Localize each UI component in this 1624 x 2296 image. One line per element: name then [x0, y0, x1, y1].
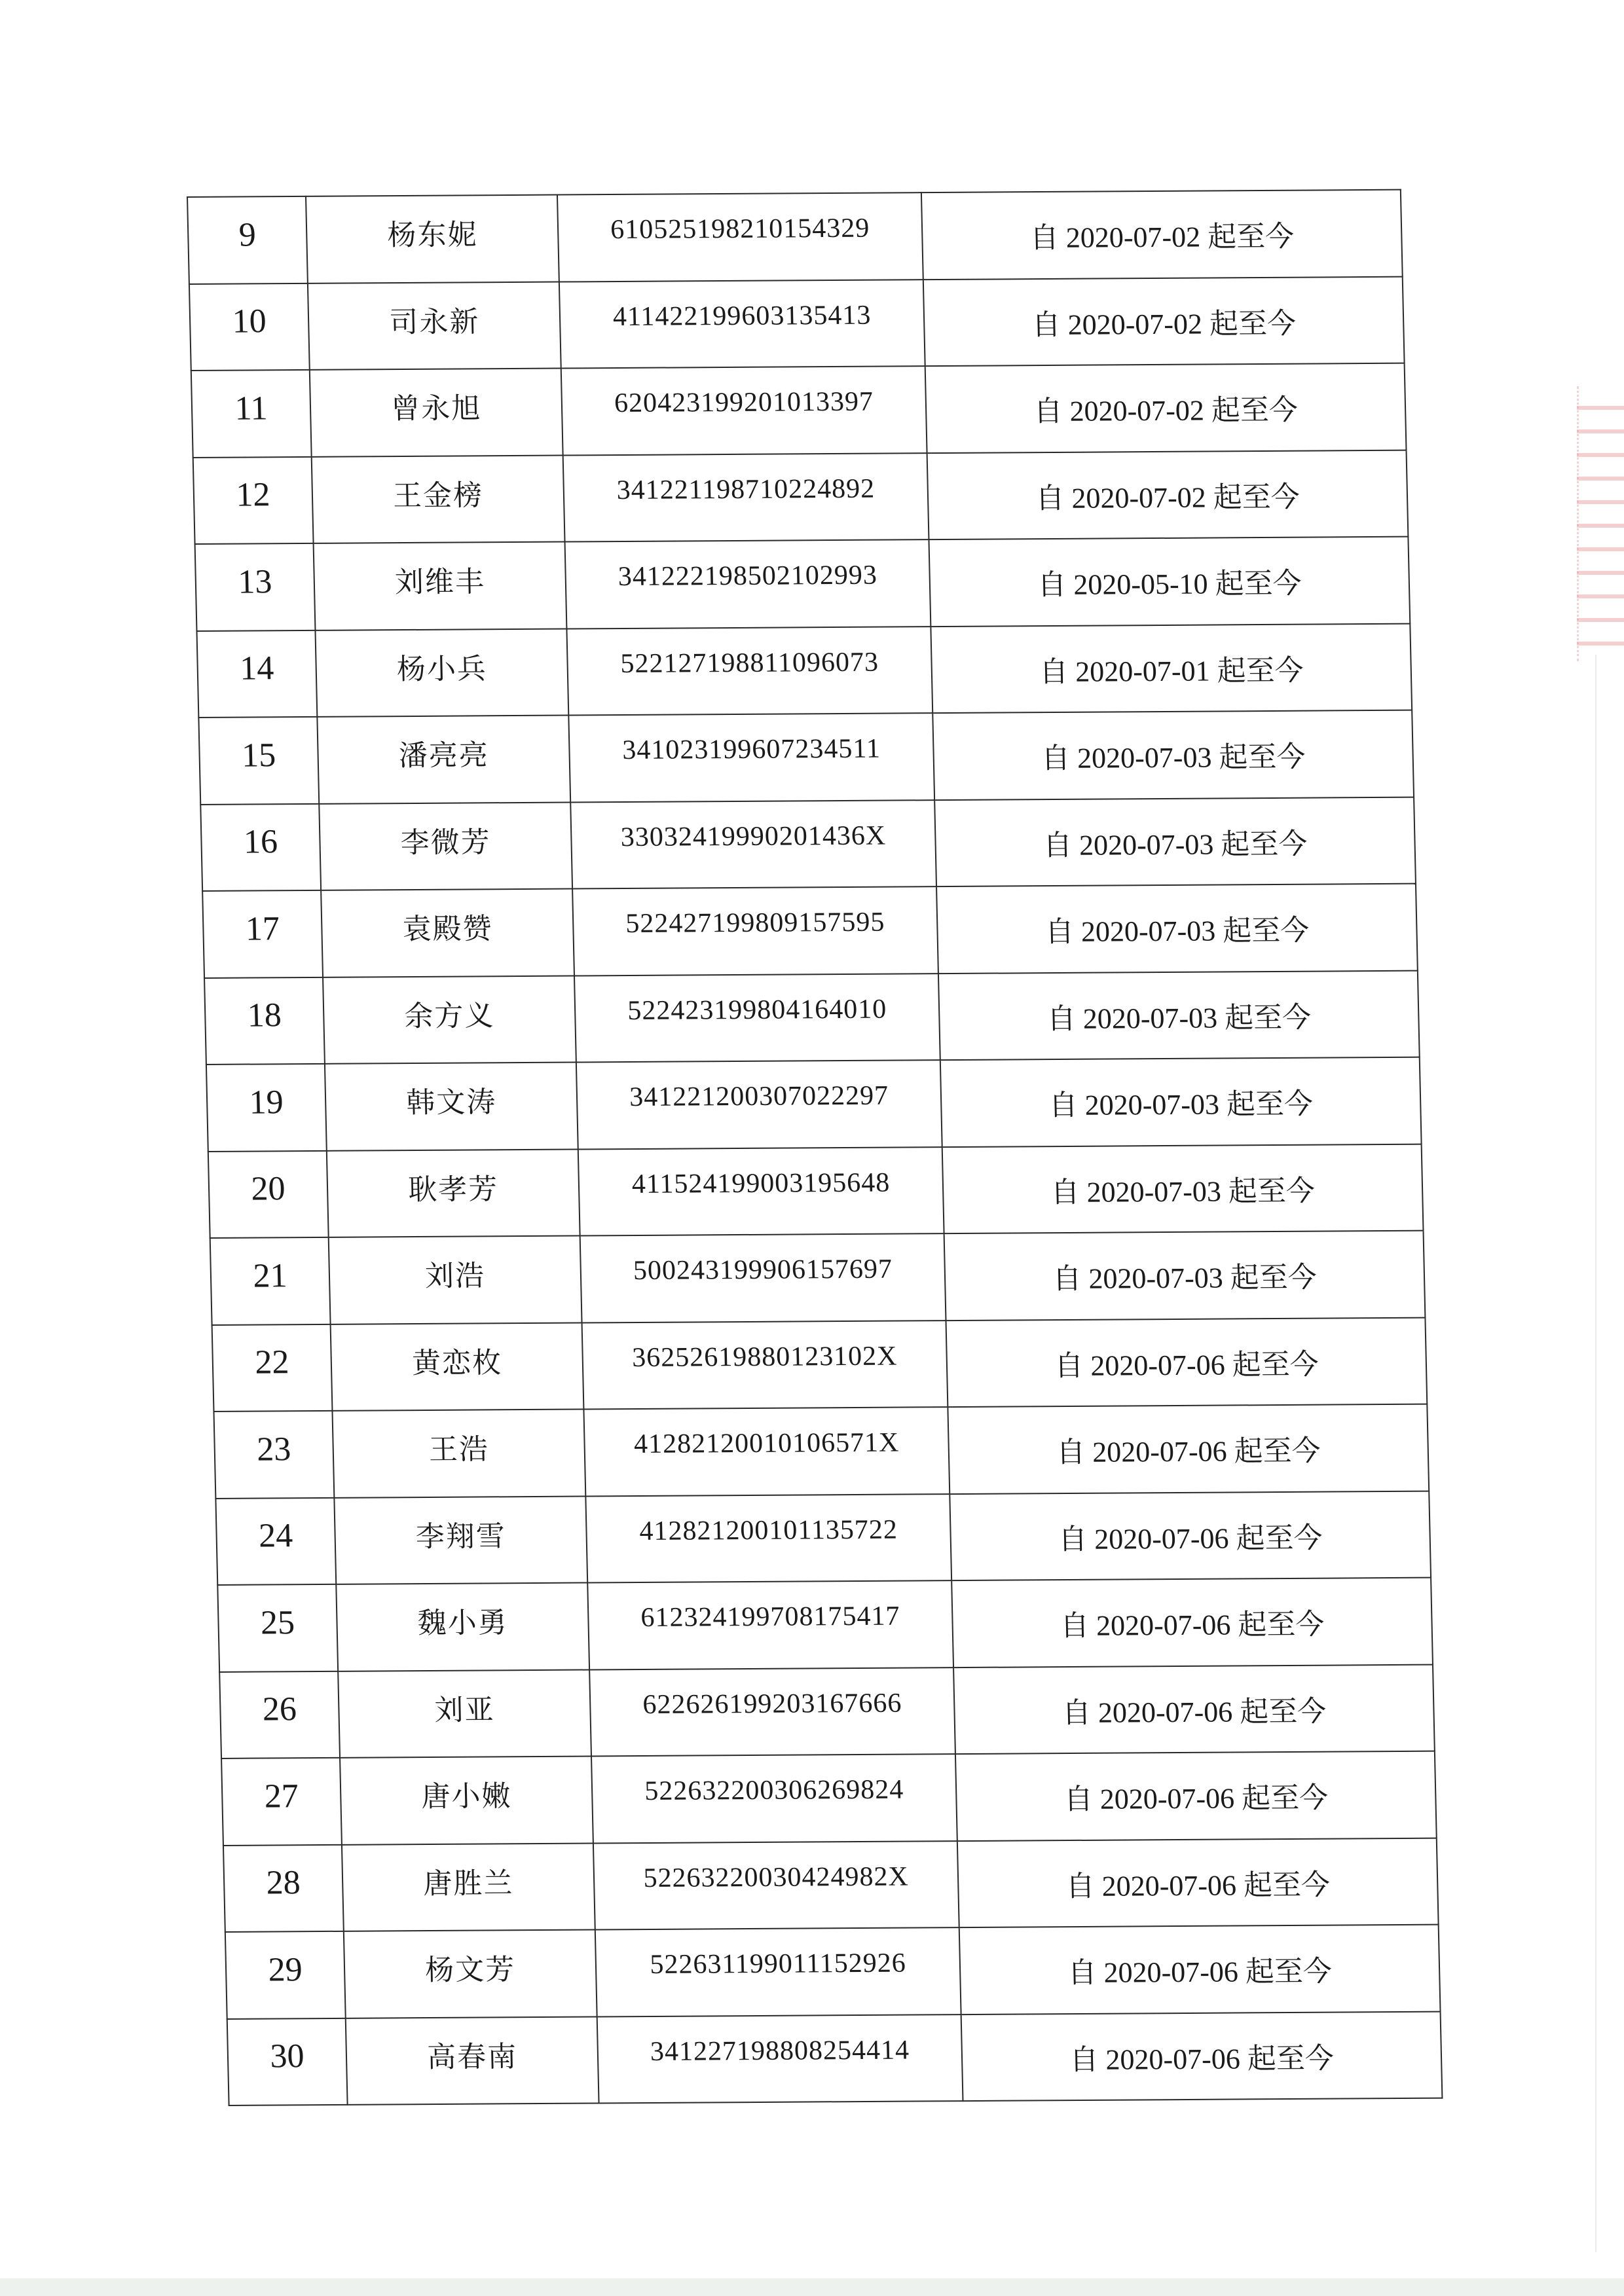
- id-number: 341023199607234511: [621, 733, 881, 766]
- person-name-cell: [315, 629, 568, 717]
- table-row: [196, 623, 1412, 718]
- employment-period: 自 2020-05-10 起至今: [1037, 567, 1302, 602]
- table-row: [193, 450, 1409, 544]
- row-number: 14: [239, 649, 274, 687]
- row-number: 29: [267, 1950, 303, 1989]
- person-name: 韩文涛: [405, 1085, 497, 1120]
- employment-period: 自 2020-07-03 起至今: [1046, 1001, 1312, 1035]
- row-number-cell: [208, 1150, 329, 1238]
- id-number-cell: [576, 1060, 942, 1149]
- row-number: 18: [247, 996, 282, 1034]
- id-number-cell: [557, 192, 923, 282]
- row-number-cell: [191, 370, 312, 458]
- employment-period: 自 2020-07-03 起至今: [1052, 1261, 1318, 1296]
- employment-period-cell: [932, 710, 1414, 800]
- employment-period: 自 2020-07-06 起至今: [1060, 1608, 1325, 1643]
- employment-period: 自 2020-07-02 起至今: [1029, 220, 1295, 255]
- employment-period: 自 2020-07-06 起至今: [1065, 1868, 1331, 1903]
- person-name-cell: [306, 195, 559, 283]
- person-name-cell: [325, 1063, 578, 1151]
- employment-period-cell: [934, 797, 1416, 886]
- row-number: 24: [258, 1517, 293, 1555]
- row-number: 11: [234, 390, 268, 428]
- employment-period: 自 2020-07-02 起至今: [1031, 307, 1297, 341]
- table-row: [200, 797, 1416, 891]
- person-name: 刘维丰: [394, 565, 486, 600]
- employment-period-cell: [961, 2011, 1443, 2101]
- table-row: [189, 276, 1405, 371]
- row-number-cell: [223, 1844, 344, 1932]
- employment-period-cell: [944, 1231, 1426, 1321]
- table-row: [213, 1404, 1429, 1499]
- id-number: 522427199809157595: [625, 907, 885, 939]
- employment-period-cell: [957, 1838, 1439, 1927]
- row-number: 28: [266, 1864, 301, 1902]
- scan-bottom-band: [0, 2278, 1624, 2296]
- id-number-cell: [572, 886, 938, 975]
- row-number: 25: [260, 1603, 295, 1642]
- person-name-cell: [342, 1843, 595, 1931]
- id-number-cell: [595, 1927, 961, 2016]
- person-name-cell: [314, 542, 567, 630]
- person-name: 余方义: [403, 999, 495, 1033]
- employment-period: 自 2020-07-03 起至今: [1044, 914, 1310, 949]
- id-number-cell: [586, 1494, 952, 1583]
- person-name: 刘亚: [434, 1693, 496, 1727]
- employment-period-cell: [929, 537, 1411, 627]
- row-number-cell: [212, 1324, 333, 1412]
- row-number-cell: [202, 890, 323, 978]
- table-row: [191, 363, 1407, 458]
- person-name-cell: [344, 1929, 597, 2018]
- person-name: 黄恋枚: [411, 1346, 503, 1380]
- person-name: 杨文芳: [424, 1953, 516, 1988]
- employment-period-cell: [921, 190, 1403, 280]
- employment-period-cell: [948, 1404, 1429, 1494]
- person-name: 杨小兵: [396, 652, 488, 686]
- row-number-cell: [200, 803, 321, 891]
- person-name-cell: [338, 1669, 591, 1758]
- id-number: 341221198710224892: [616, 473, 876, 505]
- table-row: [219, 1664, 1435, 1758]
- employment-period: 自 2020-07-02 起至今: [1035, 481, 1301, 515]
- employment-period-cell: [953, 1664, 1435, 1754]
- person-name: 杨东妮: [386, 218, 478, 253]
- id-number: 341227198808254414: [650, 2035, 910, 2067]
- employment-period-cell: [923, 276, 1405, 366]
- person-name: 司永新: [388, 305, 480, 339]
- employment-period-cell: [951, 1578, 1433, 1667]
- employment-period: 自 2020-07-06 起至今: [1063, 1781, 1329, 1816]
- row-number-cell: [227, 2018, 348, 2105]
- row-number: 19: [249, 1084, 284, 1121]
- table-row: [206, 1057, 1422, 1152]
- id-number: 52263220030424982X: [643, 1861, 910, 1893]
- employment-period: 自 2020-07-03 起至今: [1041, 740, 1306, 775]
- person-name-cell: [329, 1236, 582, 1324]
- row-number: 21: [252, 1257, 288, 1295]
- person-name: 唐小嫩: [420, 1779, 512, 1814]
- personnel-table: [187, 189, 1443, 2106]
- person-name: 王金榜: [392, 479, 484, 513]
- employment-period-cell: [927, 450, 1409, 539]
- person-name: 唐胜兰: [422, 1866, 514, 1901]
- table-row: [210, 1231, 1426, 1325]
- table-row: [208, 1144, 1424, 1238]
- row-number-cell: [219, 1671, 340, 1758]
- row-number-cell: [215, 1497, 336, 1585]
- table-row: [215, 1491, 1431, 1585]
- table-row: [198, 710, 1414, 805]
- employment-period-cell: [936, 884, 1418, 974]
- employment-period-cell: [959, 1925, 1441, 2014]
- person-name-cell: [334, 1496, 587, 1584]
- id-number: 341222198502102993: [618, 560, 878, 592]
- id-number: 522632200306269824: [644, 1774, 904, 1807]
- row-number: 20: [250, 1170, 286, 1208]
- employment-period: 自 2020-07-06 起至今: [1067, 1955, 1333, 1990]
- id-number-cell: [587, 1580, 953, 1669]
- row-number: 9: [238, 216, 257, 254]
- row-number: 27: [264, 1777, 299, 1815]
- table-row: [195, 537, 1411, 631]
- person-name: 李微芳: [400, 826, 492, 860]
- row-number-cell: [210, 1237, 331, 1325]
- id-number: 610525198210154329: [610, 213, 870, 246]
- person-name: 高春南: [426, 2039, 518, 2074]
- person-name-cell: [312, 455, 565, 543]
- person-name: 袁殿赞: [401, 912, 494, 947]
- row-number-cell: [187, 196, 308, 284]
- row-number-cell: [225, 1931, 346, 2019]
- id-number: 522127198811096073: [620, 647, 879, 679]
- person-name-cell: [331, 1322, 584, 1411]
- employment-period-cell: [940, 1057, 1422, 1147]
- row-number-cell: [189, 283, 310, 371]
- id-number-cell: [589, 1667, 955, 1757]
- person-name-cell: [321, 889, 574, 977]
- employment-period: 自 2020-07-06 起至今: [1058, 1522, 1323, 1556]
- employment-period: 自 2020-07-02 起至今: [1033, 393, 1299, 428]
- employment-period: 自 2020-07-03 起至今: [1050, 1175, 1316, 1209]
- employment-period-cell: [946, 1317, 1428, 1407]
- id-number: 522423199804164010: [627, 994, 887, 1026]
- page-edge-line: [1595, 655, 1596, 2252]
- table-row: [187, 190, 1403, 284]
- person-name-cell: [323, 975, 576, 1064]
- id-number: 620423199201013397: [614, 386, 874, 419]
- row-number-cell: [213, 1411, 334, 1499]
- row-number: 12: [235, 476, 271, 514]
- id-number-cell: [570, 800, 936, 889]
- id-number-cell: [578, 1147, 944, 1236]
- employment-period-cell: [950, 1491, 1431, 1580]
- seal-stamp-edge: [1577, 386, 1624, 661]
- row-number-cell: [196, 630, 317, 718]
- table-body: [187, 190, 1442, 2105]
- employment-period: 自 2020-07-03 起至今: [1043, 828, 1308, 862]
- person-name: 刘浩: [424, 1259, 486, 1294]
- id-number-cell: [563, 453, 929, 542]
- employment-period: 自 2020-07-06 起至今: [1069, 2042, 1335, 2076]
- person-name-cell: [308, 282, 561, 370]
- person-name-cell: [346, 2016, 599, 2105]
- id-number: 33032419990201436X: [620, 820, 887, 852]
- id-number-cell: [574, 974, 940, 1063]
- id-number-cell: [580, 1233, 946, 1322]
- table-row: [204, 970, 1420, 1065]
- table-row: [212, 1317, 1428, 1412]
- id-number-cell: [593, 1841, 959, 1930]
- person-name: 耿孝芳: [407, 1173, 499, 1207]
- employment-period: 自 2020-07-06 起至今: [1056, 1434, 1321, 1469]
- id-number: 622626199203167666: [642, 1688, 902, 1720]
- person-name-cell: [310, 369, 563, 457]
- person-name: 潘亮亮: [398, 738, 490, 773]
- id-number-cell: [567, 627, 933, 716]
- row-number-cell: [221, 1758, 342, 1846]
- table-row: [225, 1925, 1441, 2019]
- person-name-cell: [332, 1410, 585, 1498]
- row-number: 13: [237, 563, 272, 601]
- row-number: 15: [241, 737, 276, 774]
- id-number: 411422199603135413: [612, 300, 872, 332]
- person-name-cell: [319, 802, 572, 890]
- row-number-cell: [195, 543, 316, 631]
- table-row: [202, 884, 1418, 978]
- person-name-cell: [317, 716, 570, 804]
- person-name-cell: [336, 1583, 589, 1671]
- id-number: 612324199708175417: [640, 1601, 900, 1633]
- id-number: 500243199906157697: [633, 1254, 893, 1286]
- person-name-cell: [327, 1149, 580, 1237]
- id-number: 36252619880123102X: [631, 1341, 898, 1373]
- id-number-cell: [561, 366, 927, 455]
- id-number-cell: [591, 1754, 957, 1843]
- employment-period-cell: [938, 970, 1420, 1060]
- employment-period: 自 2020-07-01 起至今: [1039, 654, 1304, 688]
- id-number: 522631199011152926: [649, 1948, 907, 1980]
- row-number: 30: [269, 2037, 305, 2075]
- employment-period: 自 2020-07-06 起至今: [1054, 1348, 1320, 1382]
- id-number-cell: [559, 280, 925, 369]
- id-number-cell: [565, 539, 931, 629]
- person-name: 曾永旭: [390, 392, 482, 426]
- row-number-cell: [206, 1064, 327, 1152]
- employment-period: 自 2020-07-06 起至今: [1061, 1695, 1327, 1729]
- id-number: 412821200101135722: [638, 1514, 898, 1546]
- row-number: 16: [243, 823, 278, 861]
- table-row: [221, 1751, 1437, 1846]
- row-number: 23: [256, 1430, 291, 1468]
- id-number-cell: [582, 1321, 948, 1410]
- row-number-cell: [217, 1584, 338, 1672]
- person-name: 魏小勇: [417, 1606, 509, 1641]
- person-name: 王浩: [428, 1432, 490, 1467]
- employment-period-cell: [942, 1144, 1424, 1233]
- employment-period: 自 2020-07-03 起至今: [1048, 1087, 1314, 1122]
- id-number: 341221200307022297: [629, 1080, 889, 1113]
- table-row: [223, 1838, 1439, 1932]
- id-number: 41282120010106571X: [633, 1427, 900, 1460]
- id-number-cell: [584, 1407, 950, 1496]
- row-number: 22: [254, 1343, 289, 1381]
- employment-period-cell: [925, 363, 1407, 453]
- employment-period-cell: [955, 1751, 1437, 1841]
- row-number-cell: [193, 456, 314, 544]
- row-number: 17: [245, 910, 280, 948]
- person-name-cell: [340, 1756, 593, 1844]
- row-number: 10: [232, 302, 267, 340]
- id-number-cell: [569, 713, 935, 802]
- row-number: 26: [262, 1690, 297, 1728]
- table-row: [227, 2011, 1443, 2105]
- row-number-cell: [204, 977, 325, 1065]
- id-number: 411524199003195648: [631, 1167, 891, 1199]
- employment-period-cell: [931, 623, 1412, 713]
- person-name: 李翔雪: [415, 1520, 507, 1554]
- table-row: [217, 1578, 1433, 1672]
- id-number-cell: [597, 2014, 963, 2104]
- row-number-cell: [198, 717, 319, 805]
